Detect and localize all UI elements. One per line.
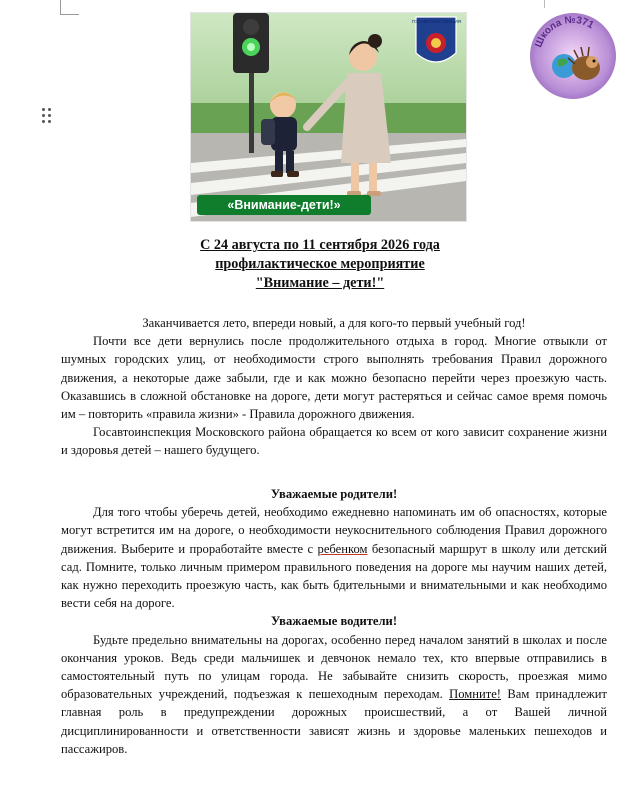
school-logo xyxy=(528,10,618,102)
title-line-dates: С 24 августа по 11 сентября 2026 года xyxy=(200,237,440,253)
school-logo-text: Школа №371 xyxy=(533,14,596,50)
page-corner-mark xyxy=(60,0,79,15)
paragraph-return-to-city: Почти все дети вернулись после продолжительного отдыха в город. Многие отвыкли от шумных городских улиц, от необходимости строго выполнять требования Правил дорожного движения, а некоторые даже забыли, где и как можно безопасно перейти через проезжую часть. Оказавшись в сложной обстановке на дороге, дети могут растеряться и сейчас самое время помочь им – повторить «правила жизни» - Правила дорожного движения. xyxy=(61,334,607,422)
title-line-name: "Внимание – дети!" xyxy=(255,275,385,291)
underlined-word: Помните! xyxy=(449,687,501,702)
heading-drivers: Уважаемые водители! xyxy=(270,614,398,629)
poster-caption: «Внимание-дети!» xyxy=(197,195,371,215)
heading-parents: Уважаемые родители! xyxy=(270,487,398,501)
intro-line: Заканчивается лето, впереди новый, а для кого-то первый учебный год! xyxy=(142,316,526,330)
poster-emblem-label: ГОСАВТОИНСПЕКЦИЯ xyxy=(412,19,461,24)
poster-illustration xyxy=(191,13,466,221)
drag-handle-icon[interactable] xyxy=(42,108,52,124)
paragraph-drivers xyxy=(61,631,607,758)
paragraph-parents-part-a: Для того чтобы уберечь детей, необходимо ежедневно напоминать им об опасностях, которые могут встретится им на дороге, о необходимости неукоснительного соблюдения Правил дорожного движения. Выберите и проработайте вместе с xyxy=(61,505,607,556)
paragraph-parents xyxy=(61,503,607,612)
paragraph-drivers-part-b: Вам принадлежит главная роль в предупреждении дорожных происшествий, а от Вашей личной дисциплинированности и ответственности зависят жизнь и здоровье маленьких пешеходов и пассажиров. xyxy=(61,687,607,756)
school-logo-graphic xyxy=(528,10,618,102)
poster-image xyxy=(190,12,467,222)
paragraph-gai-appeal: Госавтоинспекция Московского района обращается ко всем от кого зависит сохранение жизни и здоровья детей – нашего будущего. xyxy=(61,425,607,458)
intro-section xyxy=(61,314,607,460)
parents-section xyxy=(61,485,607,758)
announcement-title xyxy=(80,236,560,293)
paragraph-parents-part-b: безопасный маршрут в школу или детский сад. Помните, только личным примером правильного поведения на дороге мы научим наших детей, как нужно переходить проезжую часть, как быть бдительными и внимательными и как необходимо вести себя на дороге. xyxy=(61,541,607,611)
paragraph-drivers-part-a: Будьте предельно внимательны на дорогах, особенно перед началом занятий в школах и после окончания уроков. Ведь среди мальчишек и девчонок немало тех, кто впервые отправились в самостоятельный путь по улицам города. Не забывайте снизить скорость, проезжая мимо образовательных учреждений, подъезжая к пешеходным переходам. xyxy=(61,632,607,702)
title-line-event: профилактическое мероприятие xyxy=(215,256,425,272)
page-corner-mark-right xyxy=(530,0,545,8)
spellcheck-word[interactable]: ребенком xyxy=(317,541,368,556)
